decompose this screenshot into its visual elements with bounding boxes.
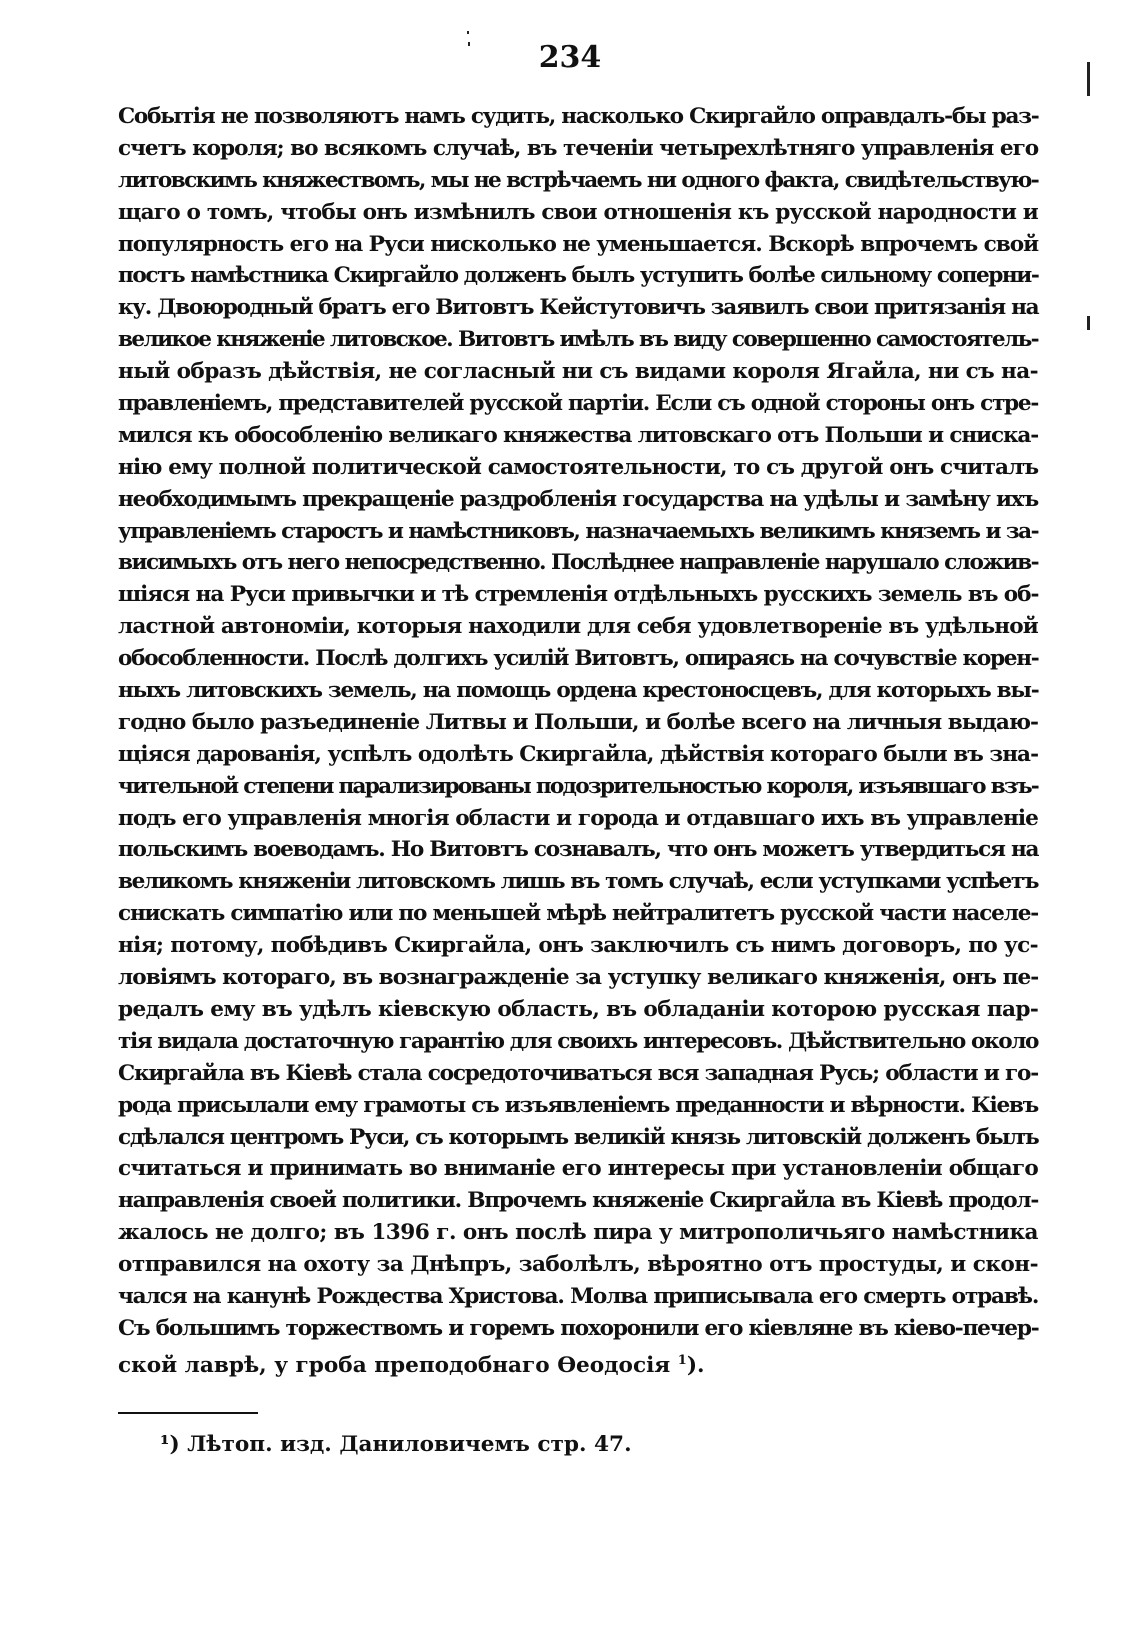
text-line: щаго о томъ, чтобы онъ измѣнилъ свои отношенія къ русской народности и	[118, 199, 1038, 225]
text-line: литовскимъ княжествомъ, мы не встрѣчаемъ ни одного факта, свидѣтельствую-	[118, 167, 1039, 193]
text-line: сдѣлался центромъ Руси, съ которымъ великій князь литовскій долженъ былъ	[118, 1124, 1039, 1150]
text-line: ныхъ литовскихъ земель, на помощь ордена крестоносцевъ, для которыхъ вы-	[118, 678, 1039, 704]
text-line: необходимымъ прекращеніе раздробленія государства на удѣлы и замѣну ихъ	[118, 486, 1038, 512]
last-line-text: ской лаврѣ, у гроба преподобнаго Ѳеодосія	[118, 1352, 671, 1378]
text-line: Событія не позволяютъ намъ судить, насколько Скиргайло оправдалъ-бы раз-	[118, 104, 1039, 129]
footnote-marker: ¹	[160, 1432, 170, 1457]
text-line: редалъ ему въ удѣлъ кіевскую область, въ обладаніи которою русская пар-	[118, 996, 1039, 1022]
scan-speck	[468, 42, 470, 46]
text-line: мился къ обособленію великаго княжества литовскаго отъ Польши и сниска-	[118, 422, 1039, 448]
text-line: популярность его на Руси нисколько не уменьшается. Вскорѣ впрочемъ свой	[118, 231, 1039, 257]
text-line: щіяся дарованія, успѣлъ одолѣть Скиргайла, дѣйствія котораго были въ зна-	[118, 741, 1039, 767]
text-line: великомъ княженіи литовскомъ лишь въ томъ случаѣ, если уступками успѣетъ	[118, 869, 1038, 895]
text-line: рода присылали ему грамоты съ изъявленіемъ преданности и вѣрности. Кіевъ	[118, 1092, 1038, 1118]
text-line: ловіямъ котораго, въ вознагражденіе за уступку великаго княженія, онъ пе-	[118, 965, 1039, 991]
footnote-text: ) Лѣтоп. изд. Даниловичемъ стр. 47.	[169, 1432, 632, 1457]
text-line: подъ его управленія многія области и города и отдавшаго ихъ въ управленіе	[118, 805, 1038, 831]
text-line: висимыхъ отъ него непосредственно. Послѣднее направленіе нарушало сложив-	[118, 550, 1038, 576]
text-line: годно было разъединеніе Литвы и Польши, и болѣе всего на личныя выдаю-	[118, 709, 1038, 735]
text-line: счетъ короля; во всякомъ случаѣ, въ теченіи четырехлѣтняго управленія его	[118, 135, 1039, 161]
text-line: шіяся на Руси привычки и тѣ стремленія отдѣльныхъ русскихъ земель въ об-	[118, 582, 1039, 608]
text-line: ный образъ дѣйствія, не согласный ни съ видами короля Ягайла, ни съ на-	[118, 359, 1038, 385]
footnote	[160, 1432, 632, 1457]
scan-speck	[1087, 62, 1090, 96]
text-line: нію ему полной политической самостоятельности, то съ другой онъ считалъ	[118, 454, 1039, 480]
text-line: отправился на охоту за Днѣпръ, заболѣлъ, вѣроятно отъ простуды, и скон-	[118, 1252, 1038, 1278]
footnote-reference[interactable]: 1	[677, 1352, 687, 1368]
text-line: считаться и принимать во вниманіе его интересы при установленіи общаго	[118, 1156, 1038, 1182]
text-line: нія; потому, побѣдивъ Скиргайла, онъ заключилъ съ нимъ договоръ, по ус-	[118, 933, 1038, 959]
footnote-reference-suffix: ).	[686, 1352, 705, 1378]
text-line: обособленности. Послѣ долгихъ усилій Витовтъ, опираясь на сочувствіе корен-	[118, 646, 1039, 672]
text-line: тія видала достаточную гарантію для своихъ интересовъ. Дѣйствительно около	[118, 1028, 1039, 1054]
text-line: постъ намѣстника Скиргайло долженъ былъ уступить болѣе сильному соперни-	[118, 263, 1039, 289]
text-line: ку. Двоюродный братъ его Витовтъ Кейстутовичъ заявилъ свои притязанія на	[118, 295, 1039, 321]
text-line: чался на канунѣ Рождества Христова. Молва приписывала его смерть отравѣ.	[118, 1283, 1039, 1309]
footnote-separator	[118, 1412, 258, 1414]
text-line: польскимъ воеводамъ. Но Витовтъ сознавалъ, что онъ можетъ утвердиться на	[118, 837, 1039, 863]
main-paragraph	[118, 101, 1038, 1377]
text-line: жалось не долго; въ 1396 г. онъ послѣ пира у митрополичьяго намѣстника	[118, 1220, 1038, 1246]
text-line-last	[118, 1345, 1038, 1377]
text-line: правленіемъ, представителей русской партіи. Если съ одной стороны онъ стре-	[118, 391, 1038, 417]
text-line: направленія своей политики. Впрочемъ княженіе Скиргайла въ Кіевѣ продол-	[118, 1188, 1039, 1214]
text-line: ластной автономіи, которыя находили для себя удовлетвореніе въ удѣльной	[118, 614, 1038, 640]
text-line: Скиргайла въ Кіевѣ стала сосредоточиваться вся западная Русь; области и го-	[118, 1060, 1038, 1086]
scan-speck	[467, 31, 469, 34]
text-line: Съ большимъ торжествомъ и горемъ похоронили его кіевляне въ кіево-печер-	[118, 1315, 1039, 1341]
scan-speck	[1087, 316, 1090, 330]
text-line: чительной степени парализированы подозрительностью короля, изъявшаго взъ-	[118, 773, 1038, 799]
page-number: 234	[538, 40, 602, 75]
text-line: снискать симпатію или по меньшей мѣрѣ нейтралитетъ русской части населе-	[118, 901, 1038, 927]
text-line: управленіемъ старостъ и намѣстниковъ, назначаемыхъ великимъ княземъ и за-	[118, 518, 1038, 544]
text-line: великое княженіе литовское. Витовтъ имѣлъ въ виду совершенно самостоятель-	[118, 327, 1038, 353]
